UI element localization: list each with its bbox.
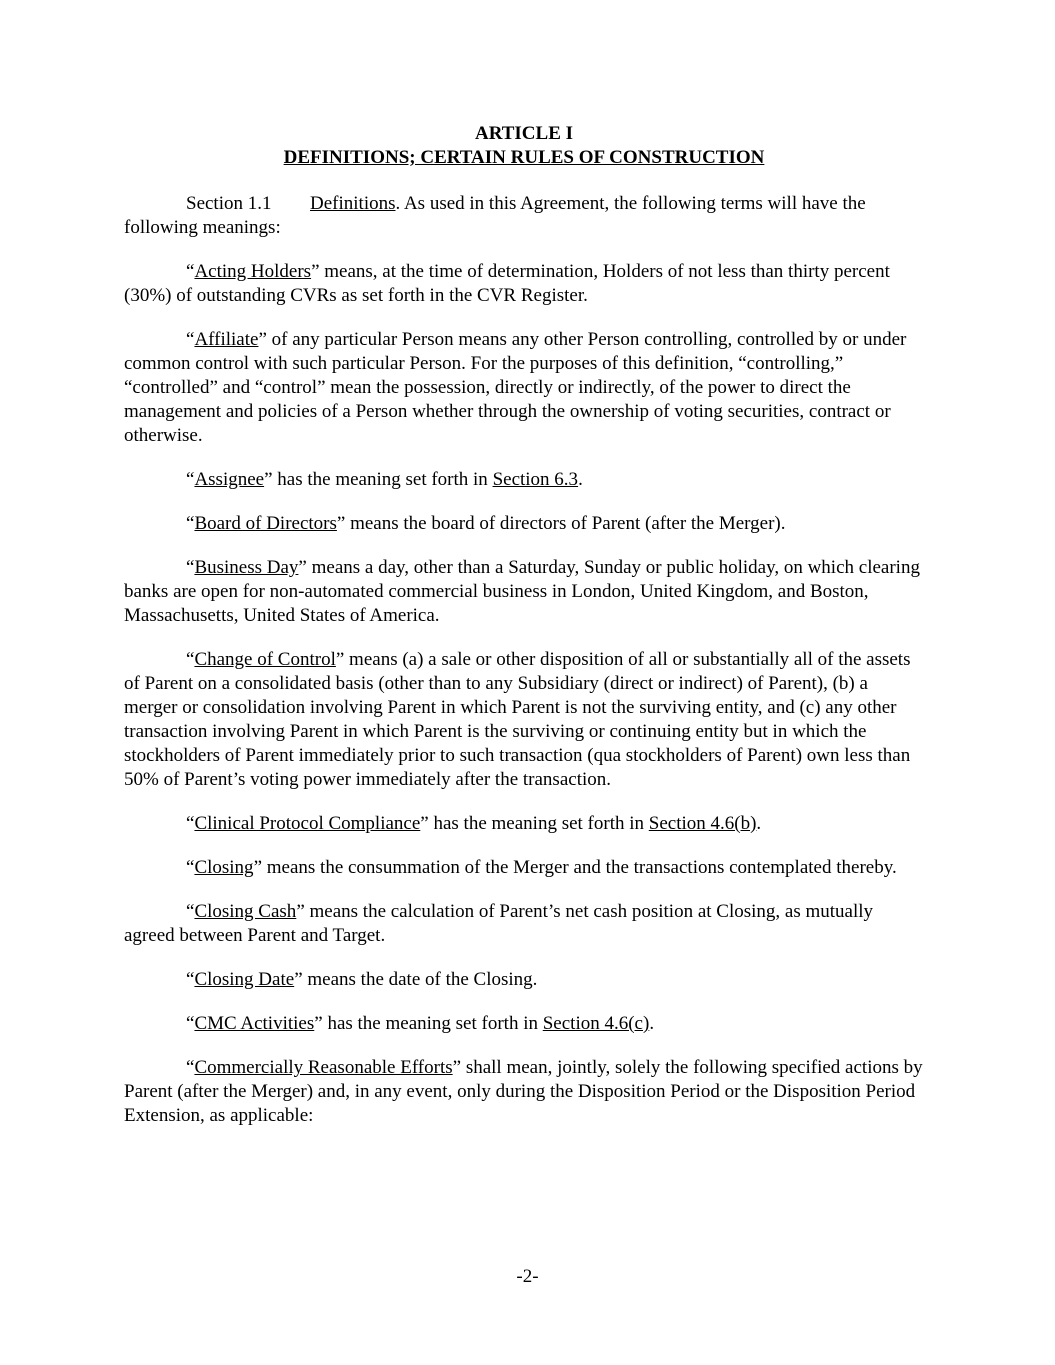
definition-text: ” means the consummation of the Merger and the transactions contemplated thereby. [253,857,897,878]
definition-business-day: “Business Day” means a day, other than a Saturday, Sunday or public holiday, on which clearing banks are open for non-automated commercial business in London, United Kingdom, and Boston, Massachusetts, United States of America. [124,557,920,626]
definition-closing: “Closing” means the consummation of the Merger and the transactions contemplated thereby. [186,857,897,878]
section-paragraph [124,192,924,240]
article-title: DEFINITIONS; CERTAIN RULES OF CONSTRUCTION [283,147,765,168]
definition-text: ” means the date of the Closing. [294,969,538,990]
section-reference: Section 6.3 [492,469,579,490]
definition-text: ” means the board of directors of Parent (after the Merger). [336,513,786,534]
defined-term: Board of Directors [194,513,337,534]
definition-text: ” has the meaning set forth in [314,1013,543,1034]
definition-text: ” of any particular Person means any other Person controlling, controlled by or under common control with such particular Person. For the purposes of this definition, “controlling,” “controlled” and “control” mean the possession, directly or indirectly, of the power to direct the management and policies of a Person whether through the ownership of voting securities, contract or otherwise. [124,329,907,446]
definition-tail: . [756,813,762,834]
defined-term: Acting Holders [194,261,312,282]
defined-term: Closing Date [194,969,295,990]
definition-closing-date: “Closing Date” means the date of the Closing. [186,969,538,990]
definition-text: ” means, at the time of determination, Holders of not less than thirty percent (30%) of outstanding CVRs as set forth in the CVR Register. [124,261,890,306]
document-page [124,122,924,1148]
defined-term: CMC Activities [194,1013,315,1034]
defined-term: Assignee [194,469,265,490]
defined-term: Commercially Reasonable Efforts [194,1057,453,1078]
defined-term: Business Day [194,557,299,578]
defined-term: Change of Control [194,649,336,670]
defined-term: Closing [194,857,254,878]
definition-text: ” means a day, other than a Saturday, Sunday or public holiday, on which clearing banks are open for non-automated commercial business in London, United Kingdom, and Boston, Massachusetts, United States of America. [124,557,920,626]
defined-term: Clinical Protocol Compliance [194,813,421,834]
section-reference: Section 4.6(b) [648,813,757,834]
section-reference: Section 4.6(c) [542,1013,650,1034]
definition-clinical-protocol-compliance: “Clinical Protocol Compliance” has the meaning set forth in Section 4.6(b). [186,813,762,834]
definition-change-of-control: “Change of Control” means (a) a sale or other disposition of all or substantially all of the assets of Parent on a consolidated basis (other than to any Subsidiary (direct or indirect) of Parent), (b) a merger or consolidation involving Parent in which Parent is not the surviving entity, and (c) any other transaction involving Parent in which Parent is the surviving or continuing entity but in which the stockholders of Parent immediately prior to such transaction (qua stockholders of Parent) own less than 50% of Parent’s voting power immediately after the transaction. [124,649,911,790]
section-heading: Definitions [310,193,396,214]
section-text: . As used in this Agreement, the following terms will have the following meanings: [124,193,866,238]
definition-tail: . [649,1013,655,1034]
definition-cmc-activities: “CMC Activities” has the meaning set forth in Section 4.6(c). [186,1013,655,1034]
definition-closing-cash: “Closing Cash” means the calculation of Parent’s net cash position at Closing, as mutually agreed between Parent and Target. [124,901,874,946]
article-heading [124,122,924,170]
definition-text: ” means the calculation of Parent’s net cash position at Closing, as mutually agreed between Parent and Target. [124,901,874,946]
definition-commercially-reasonable-efforts: “Commercially Reasonable Efforts” shall mean, jointly, solely the following specified actions by Parent (after the Merger) and, in any event, only during the Disposition Period or the Disposition Period Extension, as applicable: [124,1057,923,1126]
definition-text: ” shall mean, jointly, solely the following specified actions by Parent (after the Merger) and, in any event, only during the Disposition Period or the Disposition Period Extension, as applicable: [124,1057,923,1126]
definition-acting-holders: “Acting Holders” means, at the time of determination, Holders of not less than thirty percent (30%) of outstanding CVRs as set forth in the CVR Register. [124,261,890,306]
definition-text: ” means (a) a sale or other disposition of all or substantially all of the assets of Parent on a consolidated basis (other than to any Subsidiary (direct or indirect) of Parent), (b) a merger or consolidation involving Parent in which Parent is not the surviving entity, and (c) any other transaction involving Parent in which Parent is the surviving or continuing entity but in which the stockholders of Parent immediately prior to such transaction (qua stockholders of Parent) own less than 50% of Parent’s voting power immediately after the transaction. [124,649,911,790]
defined-term: Closing Cash [194,901,297,922]
page-number: -2- [516,1266,539,1287]
definition-assignee: “Assignee” has the meaning set forth in Section 6.3. [186,469,583,490]
defined-term: Affiliate [194,329,259,350]
definition-tail: . [578,469,583,490]
definition-text: ” has the meaning set forth in [264,469,493,490]
section-number: Section 1.1 [186,193,272,214]
article-number: ARTICLE I [474,123,574,144]
definition-affiliate: “Affiliate” of any particular Person means any other Person controlling, controlled by or under common control with such particular Person. For the purposes of this definition, “controlling,” “controlled” and “control” mean the possession, directly or indirectly, of the power to direct the management and policies of a Person whether through the ownership of voting securities, contract or otherwise. [124,329,907,446]
definition-text: ” has the meaning set forth in [420,813,649,834]
definition-board-of-directors: “Board of Directors” means the board of directors of Parent (after the Merger). [186,513,786,534]
